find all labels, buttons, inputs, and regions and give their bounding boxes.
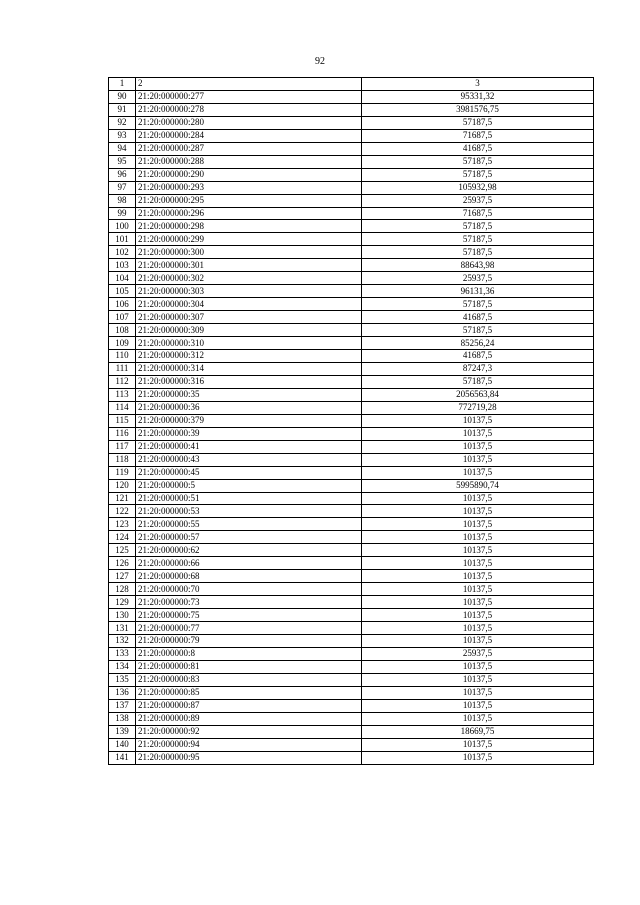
value-cell: 5995890,74 (362, 479, 594, 492)
row-number-cell: 97 (109, 181, 136, 194)
value-cell: 10137,5 (362, 531, 594, 544)
value-cell: 87247,3 (362, 362, 594, 375)
header-col-1: 1 (109, 78, 136, 91)
table-row (109, 609, 594, 622)
row-number-cell: 141 (109, 751, 136, 764)
table-row (109, 168, 594, 181)
table-row (109, 388, 594, 401)
row-number-cell: 106 (109, 298, 136, 311)
value-cell: 10137,5 (362, 751, 594, 764)
table-row (109, 142, 594, 155)
value-cell: 10137,5 (362, 622, 594, 635)
row-number-cell: 133 (109, 647, 136, 660)
row-number-cell: 121 (109, 492, 136, 505)
row-number-cell: 127 (109, 570, 136, 583)
value-cell: 2056563,84 (362, 388, 594, 401)
table-row (109, 634, 594, 647)
cadastral-number-cell: 21:20:000000:39 (136, 427, 362, 440)
cadastral-number-cell: 21:20:000000:310 (136, 337, 362, 350)
value-cell: 85256,24 (362, 337, 594, 350)
table-row (109, 712, 594, 725)
table-row (109, 401, 594, 414)
cadastral-number-cell: 21:20:000000:62 (136, 544, 362, 557)
value-cell: 10137,5 (362, 440, 594, 453)
value-cell: 57187,5 (362, 220, 594, 233)
cadastral-number-cell: 21:20:000000:301 (136, 259, 362, 272)
value-cell: 25937,5 (362, 194, 594, 207)
value-cell: 10137,5 (362, 738, 594, 751)
table-row (109, 207, 594, 220)
table-row (109, 246, 594, 259)
row-number-cell: 118 (109, 453, 136, 466)
row-number-cell: 119 (109, 466, 136, 479)
cadastral-number-cell: 21:20:000000:287 (136, 142, 362, 155)
value-cell: 95331,32 (362, 90, 594, 103)
row-number-cell: 117 (109, 440, 136, 453)
value-cell: 3981576,75 (362, 103, 594, 116)
cadastral-number-cell: 21:20:000000:309 (136, 324, 362, 337)
table-row (109, 350, 594, 363)
table-body (109, 90, 594, 764)
cadastral-number-cell: 21:20:000000:35 (136, 388, 362, 401)
row-number-cell: 90 (109, 90, 136, 103)
value-cell: 57187,5 (362, 233, 594, 246)
value-cell: 10137,5 (362, 583, 594, 596)
value-cell: 41687,5 (362, 311, 594, 324)
cadastral-number-cell: 21:20:000000:66 (136, 557, 362, 570)
cadastral-number-cell: 21:20:000000:85 (136, 686, 362, 699)
value-cell: 10137,5 (362, 570, 594, 583)
cadastral-number-cell: 21:20:000000:70 (136, 583, 362, 596)
cadastral-number-cell: 21:20:000000:41 (136, 440, 362, 453)
value-cell: 10137,5 (362, 673, 594, 686)
value-cell: 41687,5 (362, 142, 594, 155)
table-row (109, 440, 594, 453)
value-cell: 10137,5 (362, 492, 594, 505)
row-number-cell: 98 (109, 194, 136, 207)
cadastral-number-cell: 21:20:000000:95 (136, 751, 362, 764)
row-number-cell: 96 (109, 168, 136, 181)
value-cell: 10137,5 (362, 634, 594, 647)
cadastral-number-cell: 21:20:000000:5 (136, 479, 362, 492)
cadastral-number-cell: 21:20:000000:81 (136, 660, 362, 673)
cadastral-number-cell: 21:20:000000:53 (136, 505, 362, 518)
table-row (109, 285, 594, 298)
value-cell: 71687,5 (362, 207, 594, 220)
table-row (109, 725, 594, 738)
table-row (109, 673, 594, 686)
row-number-cell: 107 (109, 311, 136, 324)
table-row (109, 155, 594, 168)
row-number-cell: 140 (109, 738, 136, 751)
table-row (109, 453, 594, 466)
cadastral-number-cell: 21:20:000000:290 (136, 168, 362, 181)
table-row (109, 181, 594, 194)
cadastral-number-cell: 21:20:000000:92 (136, 725, 362, 738)
value-cell: 18669,75 (362, 725, 594, 738)
row-number-cell: 108 (109, 324, 136, 337)
table-row (109, 479, 594, 492)
cadastral-number-cell: 21:20:000000:288 (136, 155, 362, 168)
table-row (109, 518, 594, 531)
value-cell: 10137,5 (362, 466, 594, 479)
cadastral-number-cell: 21:20:000000:94 (136, 738, 362, 751)
value-cell: 57187,5 (362, 375, 594, 388)
value-cell: 57187,5 (362, 155, 594, 168)
cadastral-number-cell: 21:20:000000:73 (136, 596, 362, 609)
value-cell: 10137,5 (362, 699, 594, 712)
row-number-cell: 116 (109, 427, 136, 440)
table-row (109, 337, 594, 350)
value-cell: 10137,5 (362, 557, 594, 570)
cadastral-number-cell: 21:20:000000:77 (136, 622, 362, 635)
cadastral-number-cell: 21:20:000000:45 (136, 466, 362, 479)
row-number-cell: 134 (109, 660, 136, 673)
value-cell: 57187,5 (362, 298, 594, 311)
table-row (109, 622, 594, 635)
cadastral-number-cell: 21:20:000000:296 (136, 207, 362, 220)
cadastral-number-cell: 21:20:000000:75 (136, 609, 362, 622)
value-cell: 10137,5 (362, 544, 594, 557)
value-cell: 25937,5 (362, 647, 594, 660)
cadastral-number-cell: 21:20:000000:312 (136, 350, 362, 363)
value-cell: 96131,36 (362, 285, 594, 298)
cadastral-number-cell: 21:20:000000:83 (136, 673, 362, 686)
table-header (109, 78, 594, 91)
row-number-cell: 109 (109, 337, 136, 350)
header-col-2: 2 (136, 78, 362, 91)
table-row (109, 103, 594, 116)
value-cell: 105932,98 (362, 181, 594, 194)
row-number-cell: 115 (109, 414, 136, 427)
value-cell: 57187,5 (362, 116, 594, 129)
table-row (109, 311, 594, 324)
row-number-cell: 129 (109, 596, 136, 609)
value-cell: 25937,5 (362, 272, 594, 285)
row-number-cell: 125 (109, 544, 136, 557)
row-number-cell: 102 (109, 246, 136, 259)
cadastral-number-cell: 21:20:000000:87 (136, 699, 362, 712)
table-row (109, 466, 594, 479)
table-row (109, 220, 594, 233)
value-cell: 10137,5 (362, 596, 594, 609)
table-row (109, 427, 594, 440)
cadastral-number-cell: 21:20:000000:304 (136, 298, 362, 311)
table-row (109, 544, 594, 557)
cadastral-number-cell: 21:20:000000:316 (136, 375, 362, 388)
row-number-cell: 126 (109, 557, 136, 570)
value-cell: 10137,5 (362, 427, 594, 440)
table-row (109, 738, 594, 751)
table-row (109, 362, 594, 375)
cadastral-number-cell: 21:20:000000:298 (136, 220, 362, 233)
row-number-cell: 131 (109, 622, 136, 635)
cadastral-number-cell: 21:20:000000:8 (136, 647, 362, 660)
cadastral-number-cell: 21:20:000000:36 (136, 401, 362, 414)
row-number-cell: 101 (109, 233, 136, 246)
row-number-cell: 92 (109, 116, 136, 129)
cadastral-number-cell: 21:20:000000:302 (136, 272, 362, 285)
value-cell: 57187,5 (362, 168, 594, 181)
row-number-cell: 100 (109, 220, 136, 233)
table-row (109, 492, 594, 505)
table-row (109, 233, 594, 246)
cadastral-number-cell: 21:20:000000:303 (136, 285, 362, 298)
table-row (109, 699, 594, 712)
table-row (109, 90, 594, 103)
row-number-cell: 111 (109, 362, 136, 375)
table-row (109, 505, 594, 518)
cadastral-number-cell: 21:20:000000:314 (136, 362, 362, 375)
table-row (109, 375, 594, 388)
page-number: 92 (315, 56, 325, 67)
table-row (109, 570, 594, 583)
row-number-cell: 139 (109, 725, 136, 738)
row-number-cell: 120 (109, 479, 136, 492)
table-row (109, 194, 594, 207)
row-number-cell: 113 (109, 388, 136, 401)
cadastral-number-cell: 21:20:000000:89 (136, 712, 362, 725)
row-number-cell: 91 (109, 103, 136, 116)
row-number-cell: 123 (109, 518, 136, 531)
table-row (109, 660, 594, 673)
value-cell: 57187,5 (362, 246, 594, 259)
value-cell: 772719,28 (362, 401, 594, 414)
value-cell: 41687,5 (362, 350, 594, 363)
row-number-cell: 122 (109, 505, 136, 518)
value-cell: 10137,5 (362, 518, 594, 531)
table-row (109, 596, 594, 609)
header-row (109, 78, 594, 91)
table-row (109, 272, 594, 285)
cadastral-number-cell: 21:20:000000:284 (136, 129, 362, 142)
table-row (109, 557, 594, 570)
cadastral-number-cell: 21:20:000000:43 (136, 453, 362, 466)
row-number-cell: 136 (109, 686, 136, 699)
value-cell: 10137,5 (362, 609, 594, 622)
value-cell: 10137,5 (362, 414, 594, 427)
value-cell: 10137,5 (362, 712, 594, 725)
cadastral-number-cell: 21:20:000000:300 (136, 246, 362, 259)
row-number-cell: 104 (109, 272, 136, 285)
cadastral-number-cell: 21:20:000000:307 (136, 311, 362, 324)
value-cell: 57187,5 (362, 324, 594, 337)
cadastral-number-cell: 21:20:000000:79 (136, 634, 362, 647)
cadastral-number-cell: 21:20:000000:293 (136, 181, 362, 194)
row-number-cell: 128 (109, 583, 136, 596)
cadastral-number-cell: 21:20:000000:379 (136, 414, 362, 427)
row-number-cell: 105 (109, 285, 136, 298)
value-cell: 10137,5 (362, 505, 594, 518)
table-row (109, 647, 594, 660)
row-number-cell: 94 (109, 142, 136, 155)
cadastral-number-cell: 21:20:000000:295 (136, 194, 362, 207)
table-row (109, 531, 594, 544)
value-cell: 71687,5 (362, 129, 594, 142)
cadastral-number-cell: 21:20:000000:277 (136, 90, 362, 103)
cadastral-number-cell: 21:20:000000:55 (136, 518, 362, 531)
cadastral-number-cell: 21:20:000000:57 (136, 531, 362, 544)
row-number-cell: 103 (109, 259, 136, 272)
value-cell: 10137,5 (362, 660, 594, 673)
row-number-cell: 130 (109, 609, 136, 622)
row-number-cell: 93 (109, 129, 136, 142)
cadastral-number-cell: 21:20:000000:278 (136, 103, 362, 116)
row-number-cell: 112 (109, 375, 136, 388)
value-cell: 10137,5 (362, 686, 594, 699)
row-number-cell: 95 (109, 155, 136, 168)
row-number-cell: 110 (109, 350, 136, 363)
row-number-cell: 132 (109, 634, 136, 647)
cadastral-number-cell: 21:20:000000:299 (136, 233, 362, 246)
row-number-cell: 114 (109, 401, 136, 414)
table-row (109, 298, 594, 311)
table-row (109, 414, 594, 427)
cadastral-number-cell: 21:20:000000:51 (136, 492, 362, 505)
cadastral-number-cell: 21:20:000000:280 (136, 116, 362, 129)
table-row (109, 259, 594, 272)
table-row (109, 583, 594, 596)
row-number-cell: 137 (109, 699, 136, 712)
cadastral-number-cell: 21:20:000000:68 (136, 570, 362, 583)
row-number-cell: 99 (109, 207, 136, 220)
table-row (109, 116, 594, 129)
value-cell: 10137,5 (362, 453, 594, 466)
table-row (109, 324, 594, 337)
table-row (109, 129, 594, 142)
data-table (108, 77, 594, 765)
row-number-cell: 135 (109, 673, 136, 686)
row-number-cell: 124 (109, 531, 136, 544)
table-row (109, 686, 594, 699)
row-number-cell: 138 (109, 712, 136, 725)
header-col-3: 3 (362, 78, 594, 91)
value-cell: 88643,98 (362, 259, 594, 272)
table-row (109, 751, 594, 764)
